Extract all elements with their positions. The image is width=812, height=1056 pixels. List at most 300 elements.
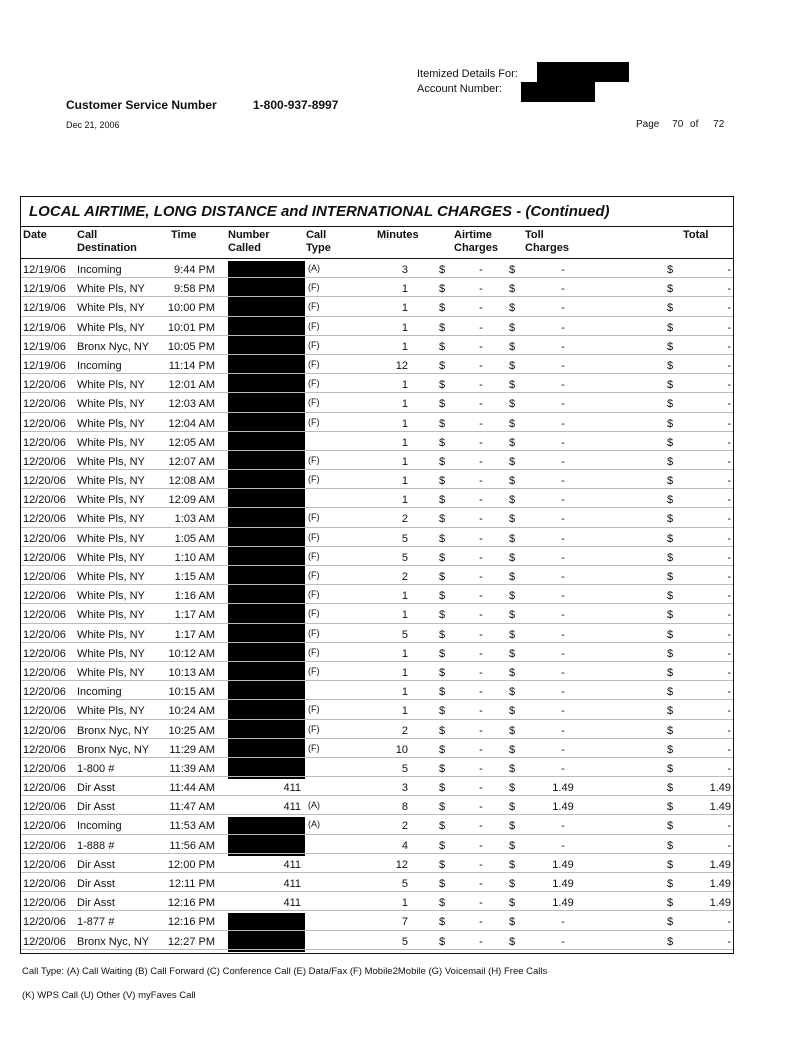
toll-currency: $	[509, 264, 516, 276]
total-cell: -	[727, 839, 731, 852]
toll-currency: $	[509, 782, 516, 795]
account-number-label: Account Number:	[417, 83, 502, 95]
destination-cell: Incoming	[77, 820, 122, 833]
time-cell: 12:07 AM	[168, 455, 215, 468]
redacted-number	[228, 510, 305, 529]
total-currency: $	[667, 705, 674, 718]
airtime-currency: $	[439, 858, 446, 871]
airtime-currency: $	[439, 359, 446, 372]
toll-currency: $	[509, 743, 516, 756]
airtime-currency: $	[439, 475, 446, 488]
airtime-cell: -	[479, 782, 483, 795]
total-currency: $	[667, 475, 674, 488]
total-currency: $	[667, 264, 674, 276]
airtime-currency: $	[439, 897, 446, 910]
table-row	[21, 837, 733, 856]
time-cell: 12:04 AM	[168, 417, 215, 430]
call-type-cell: (F)	[308, 550, 320, 561]
redacted-number	[228, 645, 305, 664]
airtime-currency: $	[439, 762, 446, 775]
airtime-currency: $	[439, 628, 446, 641]
airtime-currency: $	[439, 436, 446, 449]
airtime-cell: -	[479, 571, 483, 583]
destination-cell: Bronx Nyc, NY	[77, 743, 150, 756]
toll-cell: -	[561, 820, 565, 833]
date-cell: 12/20/06	[23, 724, 66, 737]
total-cell: -	[727, 666, 731, 679]
toll-cell: -	[561, 264, 565, 276]
destination-cell: White Pls, NY	[77, 571, 145, 583]
time-cell: 10:15 AM	[168, 686, 215, 699]
time-cell: 12:16 PM	[167, 916, 215, 929]
airtime-currency: $	[439, 571, 446, 583]
airtime-cell: -	[479, 513, 483, 526]
toll-cell: -	[561, 532, 565, 545]
redacted-number	[228, 760, 305, 779]
total-currency: $	[667, 532, 674, 545]
redacted-number	[228, 837, 305, 856]
time-cell: 10:25 AM	[168, 724, 215, 737]
destination-cell: White Pls, NY	[77, 513, 145, 526]
call-type-cell: (F)	[308, 742, 320, 753]
call-type-cell: (F)	[308, 474, 320, 485]
time-cell: 10:00 PM	[167, 302, 215, 315]
minutes-cell: 1	[401, 494, 408, 507]
time-cell: 11:29 AM	[169, 743, 215, 756]
toll-currency: $	[509, 897, 516, 910]
airtime-cell: -	[479, 264, 483, 276]
table-row	[21, 817, 733, 836]
toll-cell: -	[561, 436, 565, 449]
date-cell: 12/20/06	[23, 743, 66, 756]
date-cell: 12/20/06	[23, 878, 66, 890]
airtime-currency: $	[439, 532, 446, 545]
col-number-called: Number Called	[228, 229, 270, 254]
total-currency: $	[667, 916, 674, 929]
col-airtime-charges: Airtime Charges	[454, 229, 499, 254]
airtime-cell: -	[479, 609, 483, 622]
destination-cell: White Pls, NY	[77, 628, 145, 641]
toll-cell: -	[561, 590, 565, 603]
time-cell: 12:08 AM	[168, 475, 215, 488]
airtime-currency: $	[439, 609, 446, 622]
call-type-cell: (A)	[308, 800, 320, 811]
total-currency: $	[667, 935, 674, 948]
total-currency: $	[667, 782, 674, 795]
airtime-currency: $	[439, 686, 446, 699]
date-cell: 12/20/06	[23, 705, 66, 718]
date-cell: 12/20/06	[23, 551, 66, 564]
number-called-cell: 411	[283, 897, 301, 910]
total-cell: -	[727, 743, 731, 756]
destination-cell: Bronx Nyc, NY	[77, 340, 150, 353]
destination-cell: White Pls, NY	[77, 532, 145, 545]
time-cell: 11:44 AM	[169, 782, 215, 795]
toll-cell: -	[561, 494, 565, 507]
redacted-number	[228, 338, 305, 357]
total-cell: 1.49	[709, 897, 731, 910]
col-total: Total	[683, 229, 709, 241]
toll-cell: -	[561, 647, 565, 660]
time-cell: 1:10 AM	[174, 551, 215, 564]
destination-cell: Bronx Nyc, NY	[77, 935, 150, 948]
call-type-cell: (A)	[308, 819, 320, 830]
redacted-number	[228, 549, 305, 568]
total-cell: -	[727, 686, 731, 699]
time-cell: 10:12 AM	[168, 647, 215, 660]
number-called-cell: 411	[283, 782, 301, 795]
total-currency: $	[667, 647, 674, 660]
table-row	[21, 798, 733, 817]
col-destination: Call Destination	[77, 229, 137, 254]
airtime-currency: $	[439, 724, 446, 737]
total-currency: $	[667, 455, 674, 468]
time-cell: 1:15 AM	[174, 571, 215, 583]
call-type-cell: (F)	[308, 570, 320, 580]
section-title: LOCAL AIRTIME, LONG DISTANCE and INTERNATIONAL CHARGES - (Continued)	[29, 203, 610, 220]
total-currency: $	[667, 686, 674, 699]
date-cell: 12/20/06	[23, 782, 66, 795]
airtime-cell: -	[479, 743, 483, 756]
table-row	[21, 702, 733, 721]
redacted-number	[228, 587, 305, 606]
airtime-currency: $	[439, 820, 446, 833]
total-cell: -	[727, 513, 731, 526]
table-row	[21, 395, 733, 414]
airtime-cell: -	[479, 686, 483, 699]
page-number: 70	[672, 119, 684, 130]
total-cell: -	[727, 647, 731, 660]
col-minutes: Minutes	[377, 229, 419, 241]
table-row	[21, 453, 733, 472]
date-cell: 12/20/06	[23, 398, 66, 411]
customer-service-number: 1-800-937-8997	[253, 98, 339, 112]
col-toll-charges: Toll Charges	[525, 229, 570, 254]
airtime-cell: -	[479, 398, 483, 411]
toll-cell: -	[561, 398, 565, 411]
date-cell: 12/20/06	[23, 858, 66, 871]
airtime-cell: -	[479, 379, 483, 392]
airtime-cell: -	[479, 359, 483, 372]
destination-cell: White Pls, NY	[77, 379, 145, 392]
table-row	[21, 856, 733, 875]
date-cell: 12/20/06	[23, 436, 66, 449]
time-cell: 1:17 AM	[174, 609, 215, 622]
total-currency: $	[667, 494, 674, 507]
time-cell: 9:58 PM	[174, 283, 215, 296]
airtime-currency: $	[439, 705, 446, 718]
total-currency: $	[667, 398, 674, 411]
call-type-cell: (F)	[308, 608, 320, 619]
toll-cell: 1.49	[552, 878, 574, 890]
airtime-currency: $	[439, 801, 446, 814]
footer-call-type-legend-cont: (K) WPS Call (U) Other (V) myFaves Call	[22, 990, 196, 1001]
total-cell: -	[727, 302, 731, 315]
toll-currency: $	[509, 686, 516, 699]
total-cell: -	[727, 820, 731, 833]
call-rows	[21, 261, 733, 952]
toll-cell: -	[561, 628, 565, 641]
toll-cell: -	[561, 839, 565, 852]
redacted-number	[228, 415, 305, 434]
toll-cell: -	[561, 935, 565, 948]
table-row	[21, 491, 733, 510]
total-currency: $	[667, 321, 674, 334]
call-type-cell: (F)	[308, 416, 320, 427]
col-time: Time	[171, 229, 197, 241]
destination-cell: White Pls, NY	[77, 666, 145, 679]
airtime-currency: $	[439, 398, 446, 411]
minutes-cell: 1	[401, 705, 408, 718]
time-cell: 10:05 PM	[167, 340, 215, 353]
total-cell: -	[727, 609, 731, 622]
call-type-cell: (F)	[308, 454, 320, 465]
toll-cell: -	[561, 302, 565, 315]
call-type-cell: (F)	[308, 320, 320, 331]
total-cell: -	[727, 916, 731, 929]
toll-currency: $	[509, 302, 516, 315]
airtime-currency: $	[439, 647, 446, 660]
toll-currency: $	[509, 551, 516, 564]
table-row	[21, 415, 733, 434]
date-cell: 12/20/06	[23, 571, 66, 583]
toll-currency: $	[509, 571, 516, 583]
call-type-cell: (F)	[308, 339, 320, 350]
redacted-number	[228, 376, 305, 395]
toll-cell: -	[561, 743, 565, 756]
toll-cell: -	[561, 705, 565, 718]
time-cell: 11:39 AM	[169, 762, 215, 775]
airtime-cell: -	[479, 705, 483, 718]
page-of-label: of	[690, 119, 699, 130]
airtime-cell: -	[479, 532, 483, 545]
call-type-cell: (F)	[308, 358, 320, 369]
redacted-number	[228, 299, 305, 318]
date-cell: 12/20/06	[23, 647, 66, 660]
toll-cell: -	[561, 724, 565, 737]
destination-cell: White Pls, NY	[77, 417, 145, 430]
airtime-currency: $	[439, 743, 446, 756]
destination-cell: White Pls, NY	[77, 551, 145, 564]
number-called-cell: 411	[283, 801, 301, 814]
redacted-number	[228, 913, 305, 932]
minutes-cell: 1	[401, 436, 408, 449]
destination-cell: White Pls, NY	[77, 475, 145, 488]
table-row	[21, 664, 733, 683]
minutes-cell: 1	[401, 686, 408, 699]
redacted-number	[228, 741, 305, 760]
airtime-currency: $	[439, 302, 446, 315]
toll-currency: $	[509, 321, 516, 334]
airtime-cell: -	[479, 628, 483, 641]
toll-currency: $	[509, 801, 516, 814]
minutes-cell: 1	[401, 417, 408, 430]
toll-currency: $	[509, 379, 516, 392]
airtime-cell: -	[479, 916, 483, 929]
airtime-cell: -	[479, 762, 483, 775]
destination-cell: White Pls, NY	[77, 494, 145, 507]
total-currency: $	[667, 666, 674, 679]
airtime-cell: -	[479, 475, 483, 488]
table-row	[21, 722, 733, 741]
customer-service-label: Customer Service Number	[66, 98, 217, 112]
table-row	[21, 280, 733, 299]
table-row	[21, 472, 733, 491]
airtime-cell: -	[479, 935, 483, 948]
toll-currency: $	[509, 340, 516, 353]
toll-currency: $	[509, 628, 516, 641]
minutes-cell: 1	[401, 609, 408, 622]
redacted-number	[228, 817, 305, 836]
toll-currency: $	[509, 762, 516, 775]
airtime-currency: $	[439, 455, 446, 468]
redacted-name	[537, 62, 629, 82]
total-cell: 1.49	[709, 858, 731, 871]
airtime-currency: $	[439, 264, 446, 276]
destination-cell: Dir Asst	[77, 897, 115, 910]
statement-date: Dec 21, 2006	[66, 120, 120, 130]
minutes-cell: 1	[401, 647, 408, 660]
date-cell: 12/20/06	[23, 532, 66, 545]
call-type-cell: (F)	[308, 282, 320, 293]
time-cell: 9:44 PM	[174, 264, 215, 276]
date-cell: 12/19/06	[23, 283, 66, 296]
airtime-currency: $	[439, 782, 446, 795]
time-cell: 11:47 AM	[169, 801, 215, 814]
total-cell: -	[727, 417, 731, 430]
total-cell: -	[727, 724, 731, 737]
redacted-number	[228, 933, 305, 952]
airtime-cell: -	[479, 283, 483, 296]
time-cell: 12:00 PM	[167, 858, 215, 871]
destination-cell: White Pls, NY	[77, 705, 145, 718]
redacted-number	[228, 434, 305, 453]
call-type-cell: (F)	[308, 512, 320, 523]
airtime-currency: $	[439, 340, 446, 353]
total-cell: -	[727, 935, 731, 948]
minutes-cell: 1	[401, 666, 408, 679]
table-row	[21, 568, 733, 587]
time-cell: 11:14 PM	[168, 359, 215, 372]
toll-cell: -	[561, 475, 565, 488]
redacted-number	[228, 453, 305, 472]
toll-currency: $	[509, 878, 516, 890]
redacted-number	[228, 280, 305, 299]
minutes-cell: 10	[395, 743, 408, 756]
toll-cell: -	[561, 513, 565, 526]
total-currency: $	[667, 417, 674, 430]
table-row	[21, 779, 733, 798]
minutes-cell: 5	[401, 532, 408, 545]
total-cell: -	[727, 590, 731, 603]
time-cell: 1:16 AM	[174, 590, 215, 603]
destination-cell: Bronx Nyc, NY	[77, 724, 150, 737]
total-cell: -	[727, 551, 731, 564]
minutes-cell: 1	[401, 590, 408, 603]
redacted-number	[228, 472, 305, 491]
table-row	[21, 913, 733, 932]
minutes-cell: 1	[401, 302, 408, 315]
destination-cell: Dir Asst	[77, 878, 115, 890]
date-cell: 12/20/06	[23, 666, 66, 679]
destination-cell: White Pls, NY	[77, 590, 145, 603]
col-call-type: Call Type	[306, 229, 331, 254]
airtime-currency: $	[439, 916, 446, 929]
date-cell: 12/20/06	[23, 686, 66, 699]
redacted-number	[228, 568, 305, 587]
toll-cell: -	[561, 686, 565, 699]
total-currency: $	[667, 801, 674, 814]
airtime-currency: $	[439, 379, 446, 392]
toll-currency: $	[509, 283, 516, 296]
minutes-cell: 1	[401, 455, 408, 468]
total-currency: $	[667, 513, 674, 526]
total-cell: -	[727, 264, 731, 276]
call-type-cell: (F)	[308, 704, 320, 715]
total-cell: -	[727, 571, 731, 583]
call-type-cell: (F)	[308, 665, 320, 676]
time-cell: 10:24 AM	[168, 705, 215, 718]
footer-call-type-legend: Call Type: (A) Call Waiting (B) Call Forward (C) Conference Call (E) Data/Fax (F) Mobile2Mobile (G) Voicemail (H) Free Calls	[22, 966, 548, 977]
minutes-cell: 1	[401, 379, 408, 392]
airtime-cell: -	[479, 321, 483, 334]
toll-currency: $	[509, 436, 516, 449]
total-cell: 1.49	[709, 782, 731, 795]
minutes-cell: 4	[401, 839, 408, 852]
toll-currency: $	[509, 398, 516, 411]
number-called-cell: 411	[283, 878, 301, 890]
toll-currency: $	[509, 647, 516, 660]
redacted-number	[228, 702, 305, 721]
destination-cell: White Pls, NY	[77, 398, 145, 411]
table-row	[21, 549, 733, 568]
redacted-number	[228, 357, 305, 376]
date-cell: 12/19/06	[23, 340, 66, 353]
toll-cell: -	[561, 666, 565, 679]
time-cell: 12:09 AM	[168, 494, 215, 507]
destination-cell: 1-800 #	[77, 762, 115, 775]
toll-currency: $	[509, 532, 516, 545]
call-type-cell: (F)	[308, 627, 320, 638]
redacted-number	[228, 319, 305, 338]
airtime-cell: -	[479, 839, 483, 852]
toll-currency: $	[509, 666, 516, 679]
time-cell: 10:13 AM	[168, 666, 215, 679]
time-cell: 12:05 AM	[168, 436, 215, 449]
redacted-number	[228, 683, 305, 702]
date-cell: 12/20/06	[23, 916, 66, 929]
minutes-cell: 1	[401, 283, 408, 296]
date-cell: 12/20/06	[23, 935, 66, 948]
total-cell: -	[727, 455, 731, 468]
table-row	[21, 510, 733, 529]
time-cell: 12:27 PM	[167, 935, 215, 948]
airtime-currency: $	[439, 417, 446, 430]
destination-cell: Dir Asst	[77, 858, 115, 871]
col-date: Date	[23, 229, 47, 241]
destination-cell: Incoming	[77, 686, 122, 699]
minutes-cell: 5	[401, 935, 408, 948]
table-row	[21, 261, 733, 280]
date-cell: 12/20/06	[23, 590, 66, 603]
date-cell: 12/19/06	[23, 321, 66, 334]
total-currency: $	[667, 609, 674, 622]
time-cell: 11:56 AM	[169, 839, 215, 852]
redacted-number	[228, 722, 305, 741]
table-row	[21, 338, 733, 357]
total-cell: -	[727, 398, 731, 411]
airtime-cell: -	[479, 302, 483, 315]
